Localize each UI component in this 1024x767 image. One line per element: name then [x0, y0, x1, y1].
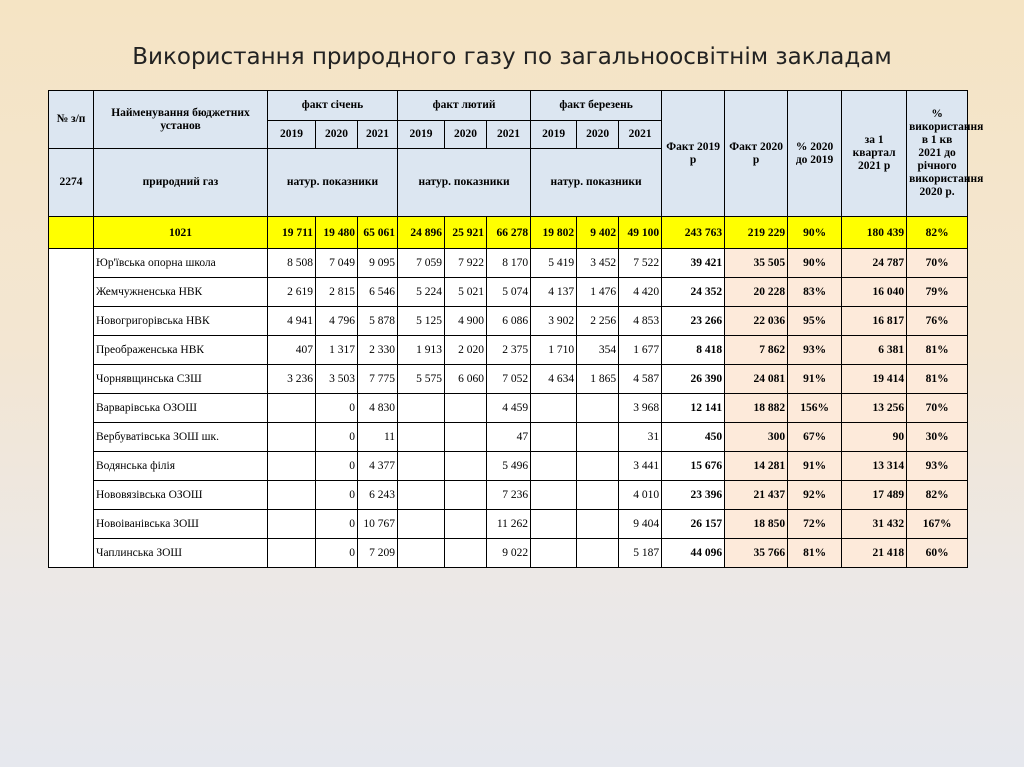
q1-cell: 16 817: [842, 307, 907, 336]
pct-use-cell: 82%: [907, 481, 968, 510]
total-cell: 243 763: [662, 217, 725, 249]
month-value-cell: 5 187: [619, 539, 662, 568]
col-mar-header: факт березень: [531, 91, 662, 121]
month-value-cell: 4 634: [531, 365, 577, 394]
month-value-cell: 7 052: [487, 365, 531, 394]
month-value-cell: 7 209: [358, 539, 398, 568]
month-value-cell: 407: [268, 336, 316, 365]
q1-cell: 13 256: [842, 394, 907, 423]
month-value-cell: [398, 452, 445, 481]
month-value-cell: 354: [577, 336, 619, 365]
fact2020-cell: 18 882: [725, 394, 788, 423]
pct2020-cell: 95%: [788, 307, 842, 336]
col-feb-header: факт лютий: [398, 91, 531, 121]
month-value-cell: 2 815: [316, 278, 358, 307]
month-value-cell: [531, 539, 577, 568]
fact2020-cell: 24 081: [725, 365, 788, 394]
fact2019-cell: 8 418: [662, 336, 725, 365]
month-value-cell: [445, 481, 487, 510]
month-value-cell: [398, 423, 445, 452]
month-value-cell: 7 049: [316, 249, 358, 278]
row-number-cell: [49, 249, 94, 568]
fact2019-cell: 23 396: [662, 481, 725, 510]
month-value-cell: [531, 452, 577, 481]
q1-cell: 13 314: [842, 452, 907, 481]
month-value-cell: 0: [316, 510, 358, 539]
school-name-cell: Юр'ївська опорна школа: [94, 249, 268, 278]
month-value-cell: [577, 423, 619, 452]
month-value-cell: 1 317: [316, 336, 358, 365]
q1-cell: 90: [842, 423, 907, 452]
fact2020-cell: 21 437: [725, 481, 788, 510]
month-value-cell: [398, 539, 445, 568]
month-value-cell: 4 941: [268, 307, 316, 336]
month-value-cell: 0: [316, 452, 358, 481]
month-value-cell: 2 375: [487, 336, 531, 365]
fact2020-cell: 18 850: [725, 510, 788, 539]
col-q1-header: за 1 квартал 2021 р: [842, 91, 907, 217]
month-value-cell: [268, 481, 316, 510]
school-name-cell: Вербуватівська ЗОШ шк.: [94, 423, 268, 452]
q1-cell: 17 489: [842, 481, 907, 510]
pct-use-cell: 93%: [907, 452, 968, 481]
month-value-cell: 11 262: [487, 510, 531, 539]
month-value-cell: [531, 423, 577, 452]
month-value-cell: 4 420: [619, 278, 662, 307]
col-name-header: Найменування бюджетних установ: [94, 91, 268, 149]
slide-title: Використання природного газу по загальноосвітнім закладам: [132, 44, 892, 70]
month-value-cell: 0: [316, 539, 358, 568]
table-row: [49, 278, 968, 307]
fact2019-cell: 23 266: [662, 307, 725, 336]
month-value-cell: 4 853: [619, 307, 662, 336]
col-jan-header: факт січень: [268, 91, 398, 121]
month-value-cell: 47: [487, 423, 531, 452]
total-cell: 66 278: [487, 217, 531, 249]
table-row: [49, 481, 968, 510]
year-header: 2021: [487, 121, 531, 149]
month-value-cell: 7 236: [487, 481, 531, 510]
month-value-cell: [577, 452, 619, 481]
month-value-cell: [577, 510, 619, 539]
col-fact2020-header: Факт 2020 р: [725, 91, 788, 217]
pct2020-cell: 91%: [788, 365, 842, 394]
q1-cell: 19 414: [842, 365, 907, 394]
units-cell: натур. показники: [398, 149, 531, 217]
month-value-cell: 9 022: [487, 539, 531, 568]
pct2020-cell: 81%: [788, 539, 842, 568]
fact2019-cell: 24 352: [662, 278, 725, 307]
units-cell: натур. показники: [268, 149, 398, 217]
school-name-cell: Варварівська ОЗОШ: [94, 394, 268, 423]
school-name-cell: Новогригорівська НВК: [94, 307, 268, 336]
month-value-cell: 1 677: [619, 336, 662, 365]
month-value-cell: 4 587: [619, 365, 662, 394]
year-header: 2020: [445, 121, 487, 149]
col-num-header: № з/п: [49, 91, 94, 149]
month-value-cell: 1 476: [577, 278, 619, 307]
month-value-cell: [531, 510, 577, 539]
month-value-cell: 3 452: [577, 249, 619, 278]
month-value-cell: 4 900: [445, 307, 487, 336]
month-value-cell: 3 503: [316, 365, 358, 394]
month-value-cell: 8 508: [268, 249, 316, 278]
pct2020-cell: 83%: [788, 278, 842, 307]
month-value-cell: 8 170: [487, 249, 531, 278]
gas-usage-table: [48, 90, 984, 568]
month-value-cell: 5 224: [398, 278, 445, 307]
month-value-cell: 6 060: [445, 365, 487, 394]
fact2019-cell: 450: [662, 423, 725, 452]
month-value-cell: [398, 481, 445, 510]
month-value-cell: [445, 452, 487, 481]
pct-use-cell: 81%: [907, 365, 968, 394]
month-value-cell: 5 575: [398, 365, 445, 394]
school-name-cell: Чорнявщинська СЗШ: [94, 365, 268, 394]
month-value-cell: 0: [316, 394, 358, 423]
month-value-cell: 7 059: [398, 249, 445, 278]
total-cell: 82%: [907, 217, 968, 249]
month-value-cell: 1 710: [531, 336, 577, 365]
col-pct2020-header: % 2020 до 2019: [788, 91, 842, 217]
fact2020-cell: 20 228: [725, 278, 788, 307]
month-value-cell: 0: [316, 423, 358, 452]
month-value-cell: 1 865: [577, 365, 619, 394]
school-name-cell: Новоіванівська ЗОШ: [94, 510, 268, 539]
fact2019-cell: 26 390: [662, 365, 725, 394]
month-value-cell: [445, 423, 487, 452]
col-pct-use-header: % використання в 1 кв 2021 до річного використання 2020 р.: [907, 91, 968, 217]
month-value-cell: 5 074: [487, 278, 531, 307]
month-value-cell: 7 922: [445, 249, 487, 278]
month-value-cell: [268, 510, 316, 539]
month-value-cell: [445, 539, 487, 568]
month-value-cell: 3 236: [268, 365, 316, 394]
year-header: 2019: [398, 121, 445, 149]
month-value-cell: 1 913: [398, 336, 445, 365]
month-value-cell: [268, 539, 316, 568]
pct2020-cell: 90%: [788, 249, 842, 278]
month-value-cell: [445, 510, 487, 539]
month-value-cell: 4 377: [358, 452, 398, 481]
resource-cell: природний газ: [94, 149, 268, 217]
pct-use-cell: 167%: [907, 510, 968, 539]
month-value-cell: 6 086: [487, 307, 531, 336]
month-value-cell: 2 020: [445, 336, 487, 365]
total-cell: 180 439: [842, 217, 907, 249]
total-cell: 24 896: [398, 217, 445, 249]
year-header: 2021: [358, 121, 398, 149]
total-cell: 9 402: [577, 217, 619, 249]
year-header: 2019: [531, 121, 577, 149]
school-name-cell: Преображенська НВК: [94, 336, 268, 365]
table-row: [49, 307, 968, 336]
fact2019-cell: 26 157: [662, 510, 725, 539]
total-cell: 19 711: [268, 217, 316, 249]
month-value-cell: 9 095: [358, 249, 398, 278]
pct2020-cell: 72%: [788, 510, 842, 539]
month-value-cell: [398, 510, 445, 539]
q1-cell: 31 432: [842, 510, 907, 539]
school-name-cell: Жемчужненська НВК: [94, 278, 268, 307]
table-row: [49, 394, 968, 423]
month-value-cell: [268, 452, 316, 481]
month-value-cell: 7 522: [619, 249, 662, 278]
total-cell: 19 480: [316, 217, 358, 249]
q1-cell: 24 787: [842, 249, 907, 278]
month-value-cell: 6 243: [358, 481, 398, 510]
month-value-cell: 7 775: [358, 365, 398, 394]
pct2020-cell: 156%: [788, 394, 842, 423]
school-name-cell: Нововязівська ОЗОШ: [94, 481, 268, 510]
month-value-cell: [577, 394, 619, 423]
pct-use-cell: 70%: [907, 394, 968, 423]
table-row: [49, 510, 968, 539]
month-value-cell: 5 419: [531, 249, 577, 278]
month-value-cell: 2 256: [577, 307, 619, 336]
pct-use-cell: 76%: [907, 307, 968, 336]
total-cell: 65 061: [358, 217, 398, 249]
year-header: 2019: [268, 121, 316, 149]
table-row: [49, 249, 968, 278]
month-value-cell: [445, 394, 487, 423]
total-cell: 1021: [94, 217, 268, 249]
q1-cell: 21 418: [842, 539, 907, 568]
pct-use-cell: 81%: [907, 336, 968, 365]
fact2020-cell: 35 766: [725, 539, 788, 568]
month-value-cell: 4 459: [487, 394, 531, 423]
month-value-cell: 5 496: [487, 452, 531, 481]
month-value-cell: [531, 394, 577, 423]
fact2020-cell: 14 281: [725, 452, 788, 481]
pct-use-cell: 70%: [907, 249, 968, 278]
fact2020-cell: 300: [725, 423, 788, 452]
fact2019-cell: 44 096: [662, 539, 725, 568]
fact2019-cell: 39 421: [662, 249, 725, 278]
code-cell: 2274: [49, 149, 94, 217]
school-rows: [49, 249, 968, 568]
total-cell: 90%: [788, 217, 842, 249]
month-value-cell: 6 546: [358, 278, 398, 307]
pct2020-cell: 91%: [788, 452, 842, 481]
month-value-cell: 5 125: [398, 307, 445, 336]
pct2020-cell: 92%: [788, 481, 842, 510]
q1-cell: 6 381: [842, 336, 907, 365]
table-row: [49, 336, 968, 365]
fact2019-cell: 12 141: [662, 394, 725, 423]
school-name-cell: Чаплинська ЗОШ: [94, 539, 268, 568]
month-value-cell: [268, 423, 316, 452]
total-cell: 219 229: [725, 217, 788, 249]
pct2020-cell: 93%: [788, 336, 842, 365]
q1-cell: 16 040: [842, 278, 907, 307]
month-value-cell: 4 796: [316, 307, 358, 336]
total-cell: 25 921: [445, 217, 487, 249]
fact2020-cell: 22 036: [725, 307, 788, 336]
units-cell: натур. показники: [531, 149, 662, 217]
year-header: 2020: [577, 121, 619, 149]
pct-use-cell: 79%: [907, 278, 968, 307]
month-value-cell: [577, 539, 619, 568]
fact2020-cell: 35 505: [725, 249, 788, 278]
month-value-cell: 5 021: [445, 278, 487, 307]
col-fact2019-header: Факт 2019 р: [662, 91, 725, 217]
pct-use-cell: 60%: [907, 539, 968, 568]
month-value-cell: 31: [619, 423, 662, 452]
month-value-cell: 9 404: [619, 510, 662, 539]
month-value-cell: 5 878: [358, 307, 398, 336]
table-row: [49, 423, 968, 452]
year-header: 2020: [316, 121, 358, 149]
table-row: [49, 365, 968, 394]
month-value-cell: [577, 481, 619, 510]
totals-row: [49, 217, 968, 249]
pct2020-cell: 67%: [788, 423, 842, 452]
month-value-cell: [531, 481, 577, 510]
month-value-cell: 4 010: [619, 481, 662, 510]
table-row: [49, 452, 968, 481]
total-cell: 19 802: [531, 217, 577, 249]
table-row: [49, 539, 968, 568]
month-value-cell: 3 902: [531, 307, 577, 336]
month-value-cell: 4 137: [531, 278, 577, 307]
month-value-cell: 10 767: [358, 510, 398, 539]
fact2020-cell: 7 862: [725, 336, 788, 365]
month-value-cell: 0: [316, 481, 358, 510]
total-cell: 49 100: [619, 217, 662, 249]
total-cell: [49, 217, 94, 249]
month-value-cell: 11: [358, 423, 398, 452]
school-name-cell: Водянська філія: [94, 452, 268, 481]
month-value-cell: [268, 394, 316, 423]
month-value-cell: 3 441: [619, 452, 662, 481]
fact2019-cell: 15 676: [662, 452, 725, 481]
month-value-cell: 2 330: [358, 336, 398, 365]
pct-use-cell: 30%: [907, 423, 968, 452]
month-value-cell: [398, 394, 445, 423]
month-value-cell: 3 968: [619, 394, 662, 423]
month-value-cell: 4 830: [358, 394, 398, 423]
year-header: 2021: [619, 121, 662, 149]
month-value-cell: 2 619: [268, 278, 316, 307]
